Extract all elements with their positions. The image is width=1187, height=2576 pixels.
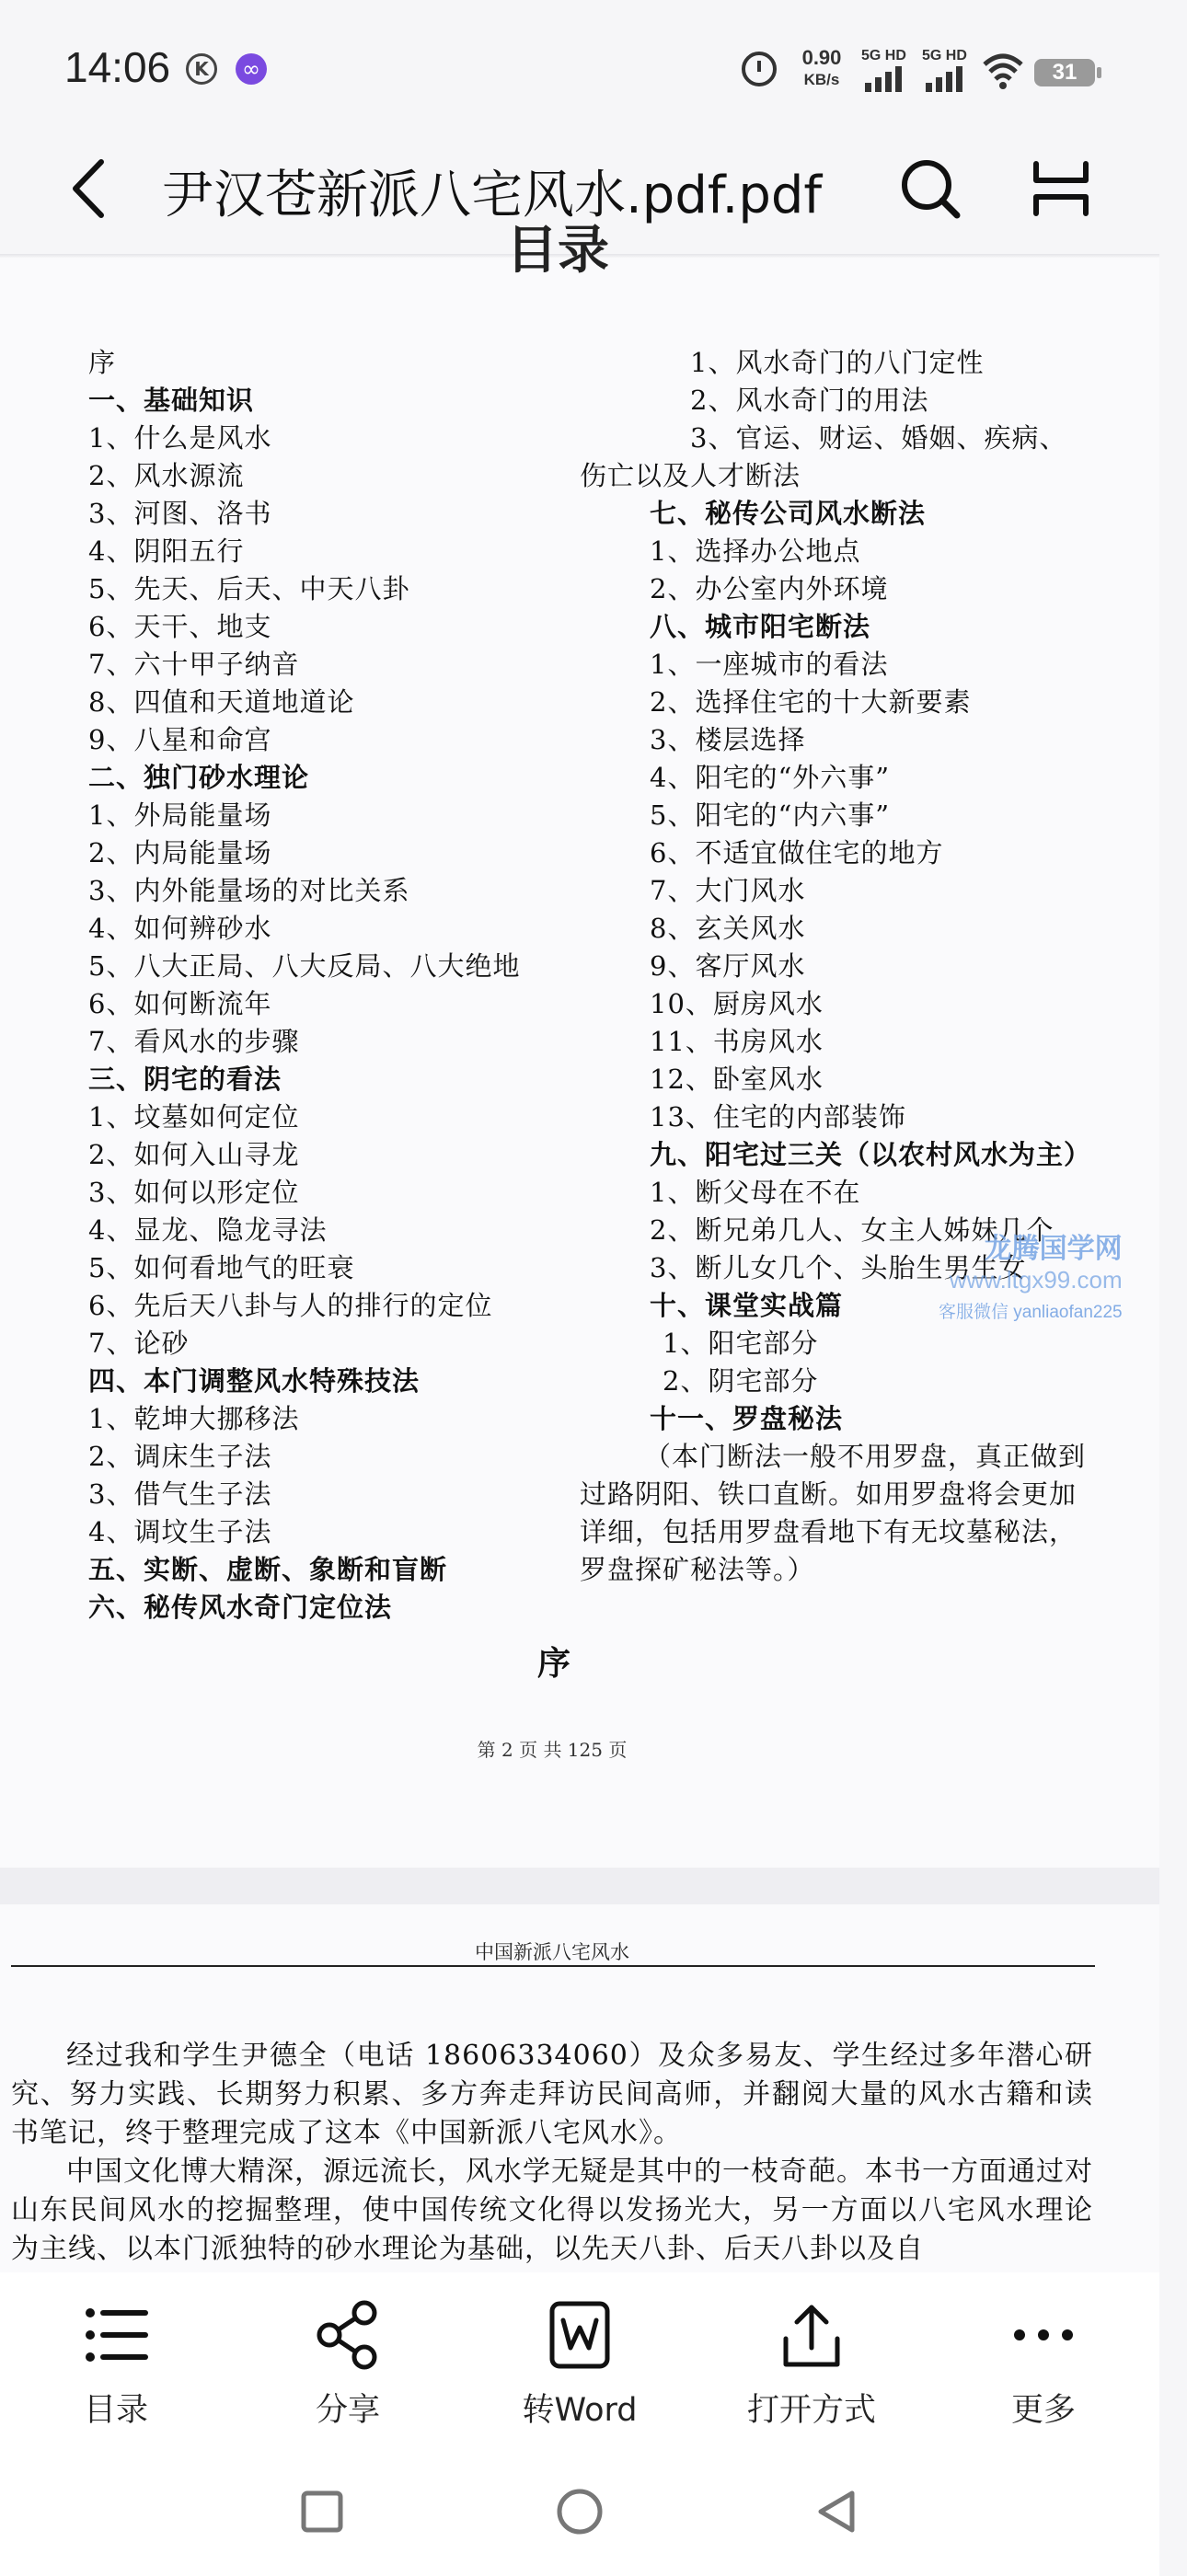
toc-section-heading: 七、秘传公司风水断法 (650, 498, 927, 529)
watermark-contact: 客服微信 yanliaofan225 (939, 1303, 1123, 1322)
toc-entry: 1、断父母在不在 (650, 1177, 861, 1208)
toc-entry: 4、调坟生子法 (88, 1516, 272, 1547)
toc-entry: 序 (88, 347, 117, 378)
toc-entry: 过路阴阳、铁口直断。如用罗盘将会更加 (580, 1478, 1078, 1510)
share-button[interactable] (274, 2298, 421, 2436)
toc-entry: 3、官运、财运、婚姻、疾病、 (690, 422, 1067, 454)
page-title-partial: 目录 (506, 220, 609, 281)
page-menu-icon[interactable] (1031, 158, 1091, 219)
k-badge-icon: K (186, 53, 217, 85)
recents-icon[interactable] (294, 2484, 350, 2539)
more-icon (1007, 2298, 1080, 2372)
toc-entry: 1、外局能量场 (88, 799, 272, 831)
preface-body (11, 2037, 1093, 2269)
more-button[interactable] (970, 2298, 1117, 2436)
toc-entry: 2、选择住宅的十大新要素 (650, 686, 972, 718)
toc-entry: 3、内外能量场的对比关系 (88, 875, 410, 906)
pdf-page-2[interactable] (0, 220, 1159, 1868)
toc-entry: 6、天干、地支 (88, 611, 272, 642)
bottom-toolbar (0, 2272, 1159, 2447)
toc-section-heading: 十一、罗盘秘法 (650, 1403, 844, 1434)
status-time: 14:06 (64, 43, 171, 91)
more-button-label: 更多 (1010, 2392, 1076, 2429)
sim1-label: 5G HD (861, 48, 906, 63)
list-icon (79, 2298, 153, 2372)
toc-right-column (580, 344, 1092, 1589)
app-badge-icon: ∞ (236, 53, 267, 85)
toc-section-heading: 四、本门调整风水特殊技法 (88, 1365, 421, 1397)
paragraph: 中国文化博大精深，源远流长，风水学无疑是其中的一枝奇葩。本书一方面通过对山东民间风水的挖掘整理，使中国传统文化得以发扬光大，另一方面以八宅风水理论为主线、以本门派独特的砂水理论为基础，以先天八卦、后天八卦以及自 (11, 2156, 1093, 2265)
toc-entry: 4、显龙、隐龙寻法 (88, 1214, 328, 1246)
share-icon (311, 2298, 385, 2372)
toc-entry: 3、河图、洛书 (88, 498, 272, 529)
share-button-label: 分享 (315, 2392, 380, 2429)
toc-entry: 8、四值和天道地道论 (88, 686, 355, 718)
toc-section-heading: 二、独门砂水理论 (88, 762, 310, 793)
toc-entry: 11、书房风水 (650, 1026, 824, 1057)
toc-section-heading: 三、阴宅的看法 (88, 1064, 282, 1095)
toc-entry: 4、阳宅的“外六事” (650, 762, 891, 793)
watermark-site-name: 龙腾国学网 (984, 1234, 1123, 1264)
open-with-icon (775, 2298, 848, 2372)
toc-entry: 1、坟墓如何定位 (88, 1101, 300, 1133)
toc-entry: 8、玄关风水 (650, 913, 806, 944)
toc-entry: 1、一座城市的看法 (650, 649, 889, 680)
system-nav-bar (0, 2447, 1159, 2576)
toc-entry: 4、阴阳五行 (88, 535, 245, 567)
word-icon (543, 2298, 617, 2372)
convert-word-button[interactable] (506, 2298, 653, 2436)
toc-section-heading: 六、秘传风水奇门定位法 (88, 1592, 393, 1623)
toc-section-heading: 五、实断、虚断、象断和盲断 (88, 1554, 448, 1585)
toc-entry: 7、论砂 (88, 1328, 190, 1359)
toc-entry: 2、调床生子法 (88, 1441, 272, 1472)
sim1-signal-icon (861, 48, 916, 92)
back-arrow-icon[interactable] (66, 156, 112, 221)
watermark-url: www.ltgx99.com (949, 1266, 1123, 1294)
toc-entry: 罗盘探矿秘法等。） (580, 1554, 815, 1585)
page-number: 第 2 页 共 125 页 (477, 1739, 628, 1761)
toc-section-heading: 十、课堂实战篇 (650, 1290, 844, 1321)
toc-entry: （本门断法一般不用罗盘，真正做到 (644, 1441, 1087, 1472)
toc-entry: 1、阳宅部分 (663, 1328, 819, 1359)
alarm-icon (742, 52, 777, 86)
sim2-label: 5G HD (922, 48, 967, 63)
page-separator (0, 1868, 1159, 1904)
toc-entry: 3、断儿女几个、头胎生男生女 (650, 1252, 1027, 1283)
toc-entry: 7、看风水的步骤 (88, 1026, 300, 1057)
wifi-icon (981, 50, 1025, 90)
header-rule (11, 1965, 1095, 1967)
toc-entry: 9、客厅风水 (650, 950, 806, 982)
toc-entry: 13、住宅的内部装饰 (650, 1101, 906, 1133)
watermark (939, 1225, 1123, 1323)
toc-entry: 5、阳宅的“内六事” (650, 799, 891, 831)
toc-entry: 9、八星和命宫 (88, 724, 272, 755)
toc-entry: 5、八大正局、八大反局、八大绝地 (88, 950, 521, 982)
toc-entry: 4、如何辨砂水 (88, 913, 272, 944)
toc-entry: 6、不适宜做住宅的地方 (650, 837, 944, 868)
toc-entry: 2、风水源流 (88, 460, 245, 491)
toc-entry: 2、断兄弟几人、女主人姊妹几个 (650, 1214, 1054, 1246)
net-speed-value: 0.90 (801, 46, 842, 69)
net-speed-unit: KB/s (803, 71, 840, 88)
toc-entry: 6、先后天八卦与人的排行的定位 (88, 1290, 493, 1321)
toc-section-heading: 八、城市阳宅断法 (650, 611, 871, 642)
battery-icon: 31 (1034, 59, 1095, 86)
toc-entry: 2、办公室内外环境 (650, 573, 889, 604)
toc-entry: 12、卧室风水 (650, 1064, 824, 1095)
toc-section-heading: 九、阳宅过三关（以农村风水为主） (650, 1139, 1092, 1170)
toc-entry: 2、内局能量场 (88, 837, 272, 868)
toc-entry: 1、什么是风水 (88, 422, 272, 454)
toc-entry: 10、厨房风水 (650, 988, 824, 1019)
toc-entry: 详细，包括用罗盘看地下有无坟墓秘法， (580, 1516, 1078, 1547)
home-icon[interactable] (552, 2484, 607, 2539)
toc-button[interactable] (42, 2298, 190, 2436)
status-bar (0, 0, 1159, 138)
toc-entry: 3、如何以形定位 (88, 1177, 300, 1208)
open-with-button[interactable] (738, 2298, 885, 2436)
toc-entry: 1、乾坤大挪移法 (88, 1403, 300, 1434)
toc-entry: 7、大门风水 (650, 875, 806, 906)
back-nav-icon[interactable] (810, 2484, 865, 2539)
toc-entry: 3、楼层选择 (650, 724, 806, 755)
toc-button-label: 目录 (83, 2392, 148, 2429)
toc-entry: 伤亡以及人才断法 (580, 460, 801, 491)
toc-entry: 6、如何断流年 (88, 988, 272, 1019)
toc-left-column (88, 344, 520, 1627)
sim2-signal-icon (922, 48, 977, 92)
document-title: 尹汉苍新派八宅风水.pdf.pdf (162, 166, 823, 225)
toc-entry: 3、借气生子法 (88, 1478, 272, 1510)
search-icon[interactable] (898, 156, 962, 221)
toc-entry: 2、阴宅部分 (663, 1365, 819, 1397)
toc-section-heading: 一、基础知识 (88, 385, 255, 416)
section-heading-preface: 序 (537, 1644, 571, 1683)
net-speed (789, 48, 854, 90)
toc-entry: 1、选择办公地点 (650, 535, 861, 567)
running-header: 中国新派八宅风水 (475, 1941, 629, 1963)
toc-entry: 5、如何看地气的旺衰 (88, 1252, 355, 1283)
paragraph: 经过我和学生尹德全（电话 18606334060）及众多易友、学生经过多年潜心研究、努力实践、长期努力积累、多方奔走拜访民间高师，并翻阅大量的风水古籍和读书笔记，终于整理完成了这本《中国新派八宅风水》。 (11, 2040, 1093, 2149)
toc-entry: 1、风水奇门的八门定性 (690, 347, 985, 378)
toc-entry: 2、风水奇门的用法 (690, 385, 929, 416)
toc-entry: 5、先天、后天、中天八卦 (88, 573, 410, 604)
pdf-page-3[interactable] (0, 1904, 1159, 2272)
toc-entry: 7、六十甲子纳音 (88, 649, 300, 680)
toc-entry: 2、如何入山寻龙 (88, 1139, 300, 1170)
open-with-label: 打开方式 (746, 2392, 876, 2429)
convert-word-label: 转Word (522, 2392, 638, 2429)
